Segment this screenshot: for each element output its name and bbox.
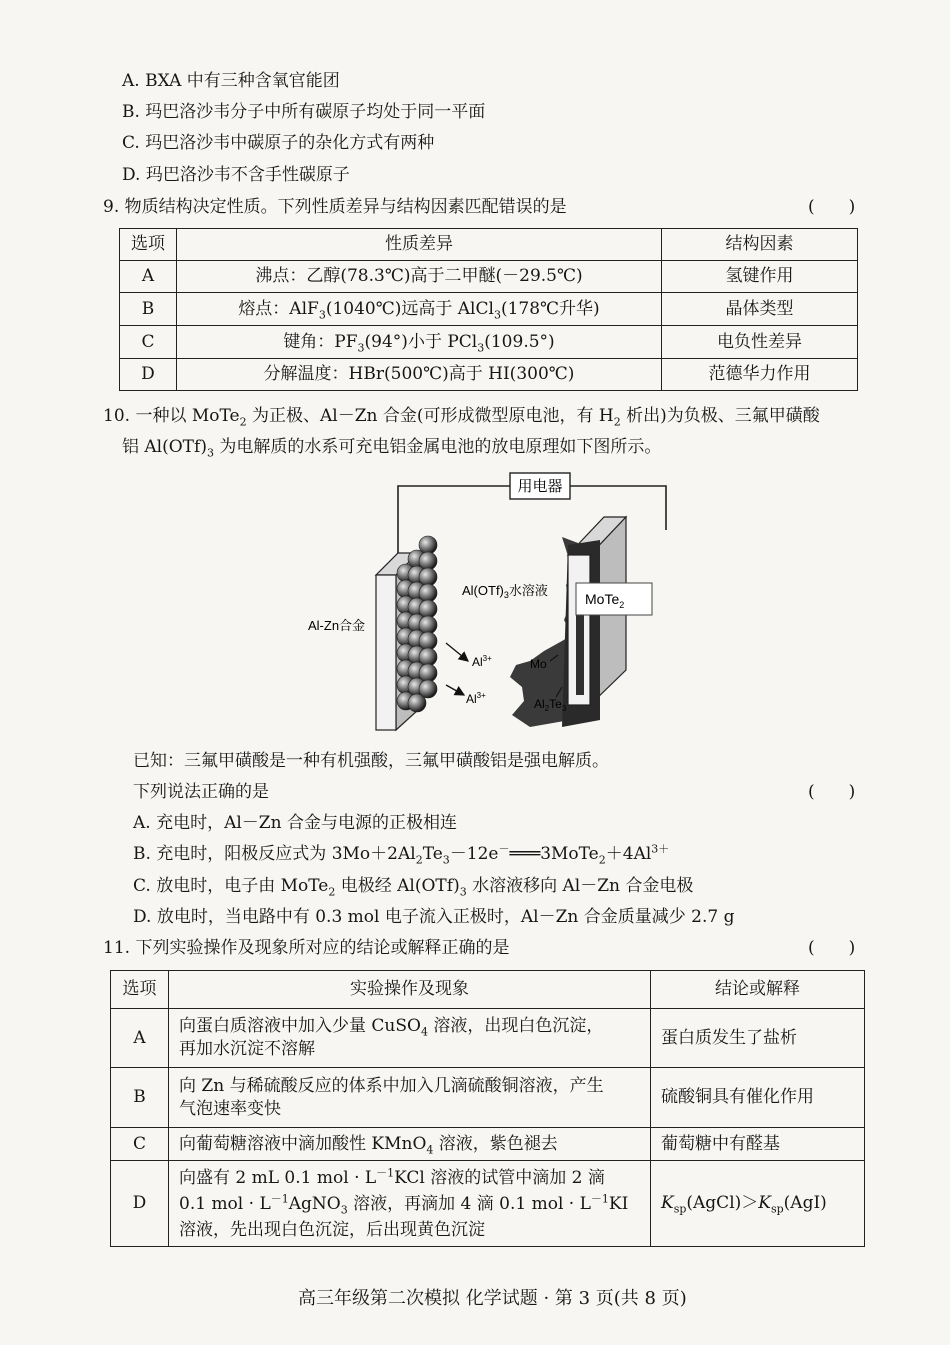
q11-answer-paren: ( ): [808, 938, 856, 958]
table-row: [120, 261, 858, 293]
q10-option-b: B. 充电时，阳极反应式为 $3Mo+2Al_2Te_3-12e^-═══3MoTe_2+4Al^{3+}$: [133, 842, 670, 867]
table-row: [111, 1128, 865, 1161]
page-footer: 高三年级第二次模拟 化学试题 · 第 3 页(共 8 页): [298, 1288, 687, 1309]
q11-row-a-option: A: [111, 1009, 169, 1068]
q11-row-d-option: D: [111, 1161, 169, 1247]
anode-plate: [376, 575, 396, 730]
anode-sphere: [419, 584, 437, 602]
table-row: [120, 293, 858, 326]
q9-stem: 9. 物质结构决定性质。下列性质差异与结构因素匹配错误的是: [103, 197, 567, 217]
anode-sphere: [419, 632, 437, 650]
q11-row-b-operation: 向 Zn 与稀硫酸反应的体系中加入几滴硫酸铜溶液，产生 气泡速率变快: [169, 1068, 651, 1128]
cathode-label: MoTe$_2$: [585, 591, 625, 610]
q9-row-d-option: D: [120, 359, 177, 391]
q11-row-d-operation: 向盛有 2 mL 0.1 mol · $L^{-1}KCl$ 溶液的试管中滴加 2 滴 0.1 mol · $L^{-1}AgNO_3$ 溶液，再滴加 4 滴 0.1 mol · $L^{-1}KI$ 溶液，先出现白色沉淀，后出现黄色沉淀: [169, 1161, 651, 1247]
anode-label: Al-Zn合金: [308, 618, 366, 633]
al2te3-label: $Al_2Te_3$: [534, 697, 567, 713]
table-row: [120, 326, 858, 359]
q9-row-d-property: 分解温度：HBr(500℃)高于 HI(300℃): [177, 359, 662, 391]
anode-sphere: [419, 648, 437, 666]
q10-option-c: C. 放电时，电子由 MoTe$_2$ 电极经 $Al(OTf)_3$ 水溶液移向 Al－Zn 合金电极: [133, 876, 694, 899]
q11-row-c-option: C: [111, 1128, 169, 1161]
q9-row-b-property: 熔点：AlF$_3$(1040℃)远高于 AlCl$_3$(178℃升华): [177, 293, 662, 326]
device-label: 用电器: [517, 478, 563, 495]
anode-sphere: [419, 600, 437, 618]
q10-known: 已知：三氟甲磺酸是一种有机强酸，三氟甲磺酸铝是强电解质。: [133, 751, 609, 771]
table-row: [111, 1161, 865, 1247]
anode-sphere: [419, 552, 437, 570]
q9-row-c-factor: 电负性差异: [662, 326, 858, 359]
q9-table: [119, 228, 858, 391]
q10-stem-line2: 铝 $Al(OTf)_3$ 为电解质的水系可充电铝金属电池的放电原理如下图所示。: [122, 437, 662, 460]
q11-header-operation: 实验操作及现象: [169, 971, 651, 1009]
ion-arrow-1: [446, 643, 468, 661]
q9-row-c-option: C: [120, 326, 177, 359]
anode-sphere: [419, 616, 437, 634]
electrolyte-label: $Al(OTf)_3$水溶液: [462, 583, 548, 600]
table-row: [111, 1068, 865, 1128]
q11-header-option: 选项: [111, 971, 169, 1009]
q10-option-a: A. 充电时，Al－Zn 合金与电源的正极相连: [133, 813, 457, 833]
q10-answer-paren: ( ): [808, 782, 856, 802]
ion-label-2: $Al^{3+}$: [466, 691, 486, 706]
q11-header-conclusion: 结论或解释: [651, 971, 865, 1009]
q11-row-b-conclusion: 硫酸铜具有催化作用: [651, 1068, 865, 1128]
q10-stem-line1: 10. 一种以 MoTe$_2$ 为正极、Al－Zn 合金(可形成微型原电池，有 $H_2$ 析出)为负极、三氟甲磺酸: [103, 406, 820, 429]
q9-header-factor: 结构因素: [662, 229, 858, 261]
q9-row-a-option: A: [120, 261, 177, 293]
q10-option-d: D. 放电时，当电路中有 0.3 mol 电子流入正极时，Al－Zn 合金质量减少 2.7 g: [133, 907, 735, 927]
q9-row-d-factor: 范德华力作用: [662, 359, 858, 391]
q9-row-b-factor: 晶体类型: [662, 293, 858, 326]
table-row: [120, 359, 858, 391]
mo-label: Mo: [530, 657, 547, 671]
q11-row-c-operation: 向葡萄糖溶液中滴加酸性 KMnO$_4$ 溶液，紫色褪去: [169, 1128, 651, 1161]
table-row: [111, 1009, 865, 1068]
battery-diagram: [300, 465, 680, 745]
ion-label-1: $Al^{3+}$: [472, 654, 492, 669]
q9-row-a-factor: 氢键作用: [662, 261, 858, 293]
q11-row-d-conclusion: $K_{sp}(AgCl)>K_{sp}(AgI)$: [651, 1161, 865, 1247]
q11-table: [110, 970, 865, 1247]
anode-sphere: [419, 536, 437, 554]
q9-row-c-property: 键角：$PF_3(94^\circ)$小于 PCl$_3$(109.5°): [177, 326, 662, 359]
q8-option-b: B. 玛巴洛沙韦分子中所有碳原子均处于同一平面: [122, 102, 486, 122]
q11-row-a-conclusion: 蛋白质发生了盐析: [651, 1009, 865, 1068]
q9-answer-paren: ( ): [808, 197, 856, 217]
anode-sphere: [419, 680, 437, 698]
q10-ask: 下列说法正确的是: [133, 782, 269, 802]
q8-option-c: C. 玛巴洛沙韦中碳原子的杂化方式有两种: [122, 133, 435, 153]
q9-header-property: 性质差异: [177, 229, 662, 261]
q8-option-d: D. 玛巴洛沙韦不含手性碳原子: [122, 165, 350, 185]
q9-row-a-property: 沸点：乙醇(78.3℃)高于二甲醚(－29.5℃): [177, 261, 662, 293]
q11-stem: 11. 下列实验操作及现象所对应的结论或解释正确的是: [103, 938, 510, 958]
q9-header-option: 选项: [120, 229, 177, 261]
q11-row-a-operation: 向蛋白质溶液中加入少量 CuSO$_4$ 溶液，出现白色沉淀， 再加水沉淀不溶解: [169, 1009, 651, 1068]
q8-option-a: A. BXA 中有三种含氧官能团: [122, 71, 340, 91]
ion-arrow-2: [446, 685, 464, 695]
q11-row-c-conclusion: 葡萄糖中有醛基: [651, 1128, 865, 1161]
anode-sphere: [419, 664, 437, 682]
anode-sphere: [419, 568, 437, 586]
q9-row-b-option: B: [120, 293, 177, 326]
q11-row-b-option: B: [111, 1068, 169, 1128]
